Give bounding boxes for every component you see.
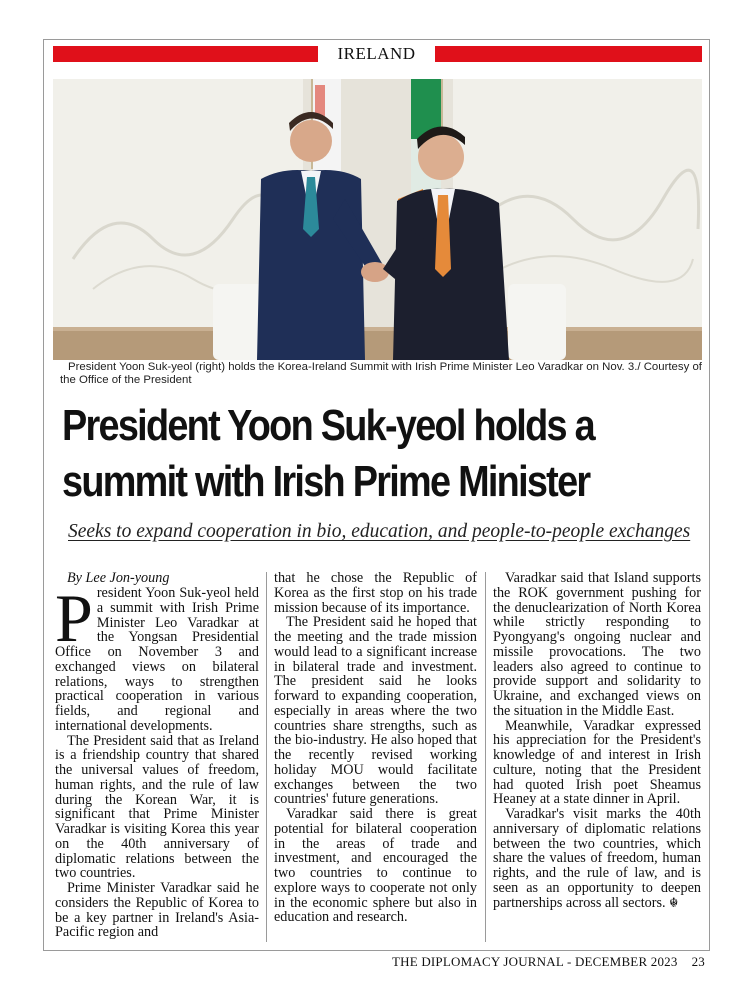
column-rule-1: [266, 572, 267, 942]
article-paragraph-3-end: that he chose the Republic of Korea as the first stop on his trade mission because of its importance.: [274, 570, 477, 616]
caption-line-1: President Yoon Suk-yeol (right) holds the Korea-Ireland Summit with Irish Prime Minister Leo Varadkar on Nov. 3./ Courtesy of: [68, 361, 702, 373]
article-column-3: [493, 571, 701, 910]
headline-line-1: President Yoon Suk-yeol holds a: [62, 401, 594, 450]
section-bar-left: [53, 46, 318, 62]
article-paragraph-6: Varadkar said that Island supports the ROK government pushing for the denuclearization of North Korea while strictly responding to Pyongyang's ongoing nuclear and missile provocations. The two leaders also agreed to continue to provide support and solidarity to Ukraine, and exchanged views on the situation in the Middle East.: [493, 570, 701, 719]
photo-caption: [60, 361, 705, 387]
page-number: 23: [691, 954, 705, 969]
headline-line-2: summit with Irish Prime Minister: [62, 457, 590, 506]
subheadline: Seeks to expand cooperation in bio, education, and people-to-people exchanges: [68, 521, 691, 542]
article-paragraph-5: Varadkar said there is great potential for bilateral cooperation in the areas of trade and investment, and encouraged the two countries to continue to explore ways to cooperate not only in the economic sphere but also in education and research.: [274, 806, 477, 926]
section-header: [53, 46, 702, 62]
article-column-1: [55, 571, 259, 940]
byline: By Lee Jon-young: [67, 570, 170, 586]
column-rule-2: [485, 572, 486, 942]
article-paragraph-4: The President said he hoped that the meeting and the trade mission would lead to a significant increase in bilateral trade and investment. The president said he looks forward to expanding cooperation, especially in areas where the two countries share strengths, such as the bio-industry. He also hoped that the recently revised working holiday MOU would facilitate exchanges between the two countries' future generations.: [274, 614, 477, 808]
headline: [62, 398, 621, 510]
article-paragraph-8: Varadkar's visit marks the 40th anniversary of diplomatic relations between the two countries, which share the values of freedom, human rights, and the rule of law, and is seen as an opportunity to deepen partnerships across all sectors. ☬: [493, 806, 701, 911]
end-mark-icon: ☬: [669, 894, 679, 910]
article-paragraph-3-start: Prime Minister Varadkar said he considers the Republic of Korea to be a key partner in Ireland's Asia-Pacific region and: [55, 880, 259, 941]
article-column-2: [274, 571, 477, 925]
drop-cap: P: [55, 580, 93, 656]
article-paragraph-2: The President said that as Ireland is a friendship country that shared the universal values of freedom, human rights, and the rule of law during the Korean War, it is significant that Prime Minister Varadkar is visiting Korea this year on the 40th anniversary of diplomatic relations between the two countries.: [55, 732, 259, 882]
article-paragraph-7: Meanwhile, Varadkar expressed his appreciation for the President's knowledge of and interest in Irish culture, noting that the President had quoted Irish poet Sheamus Heaney at a state dinner in April.: [493, 717, 701, 808]
article-photo: [53, 79, 702, 360]
section-bar-right: [435, 46, 702, 62]
footer-journal: THE DIPLOMACY JOURNAL - DECEMBER 2023: [392, 954, 678, 969]
article-paragraph-1: President Yoon Suk-yeol held a summit with Irish Prime Minister Leo Varadkar at the Yongsan Presidential Office on November 3 and exchanged views on bilateral relations, ways to strengthen practical cooperation in various fields, and regional and international developments.: [55, 580, 259, 734]
page-footer: [392, 953, 712, 971]
section-label: IRELAND: [337, 44, 416, 63]
caption-line-2: the Office of the President: [60, 374, 192, 386]
